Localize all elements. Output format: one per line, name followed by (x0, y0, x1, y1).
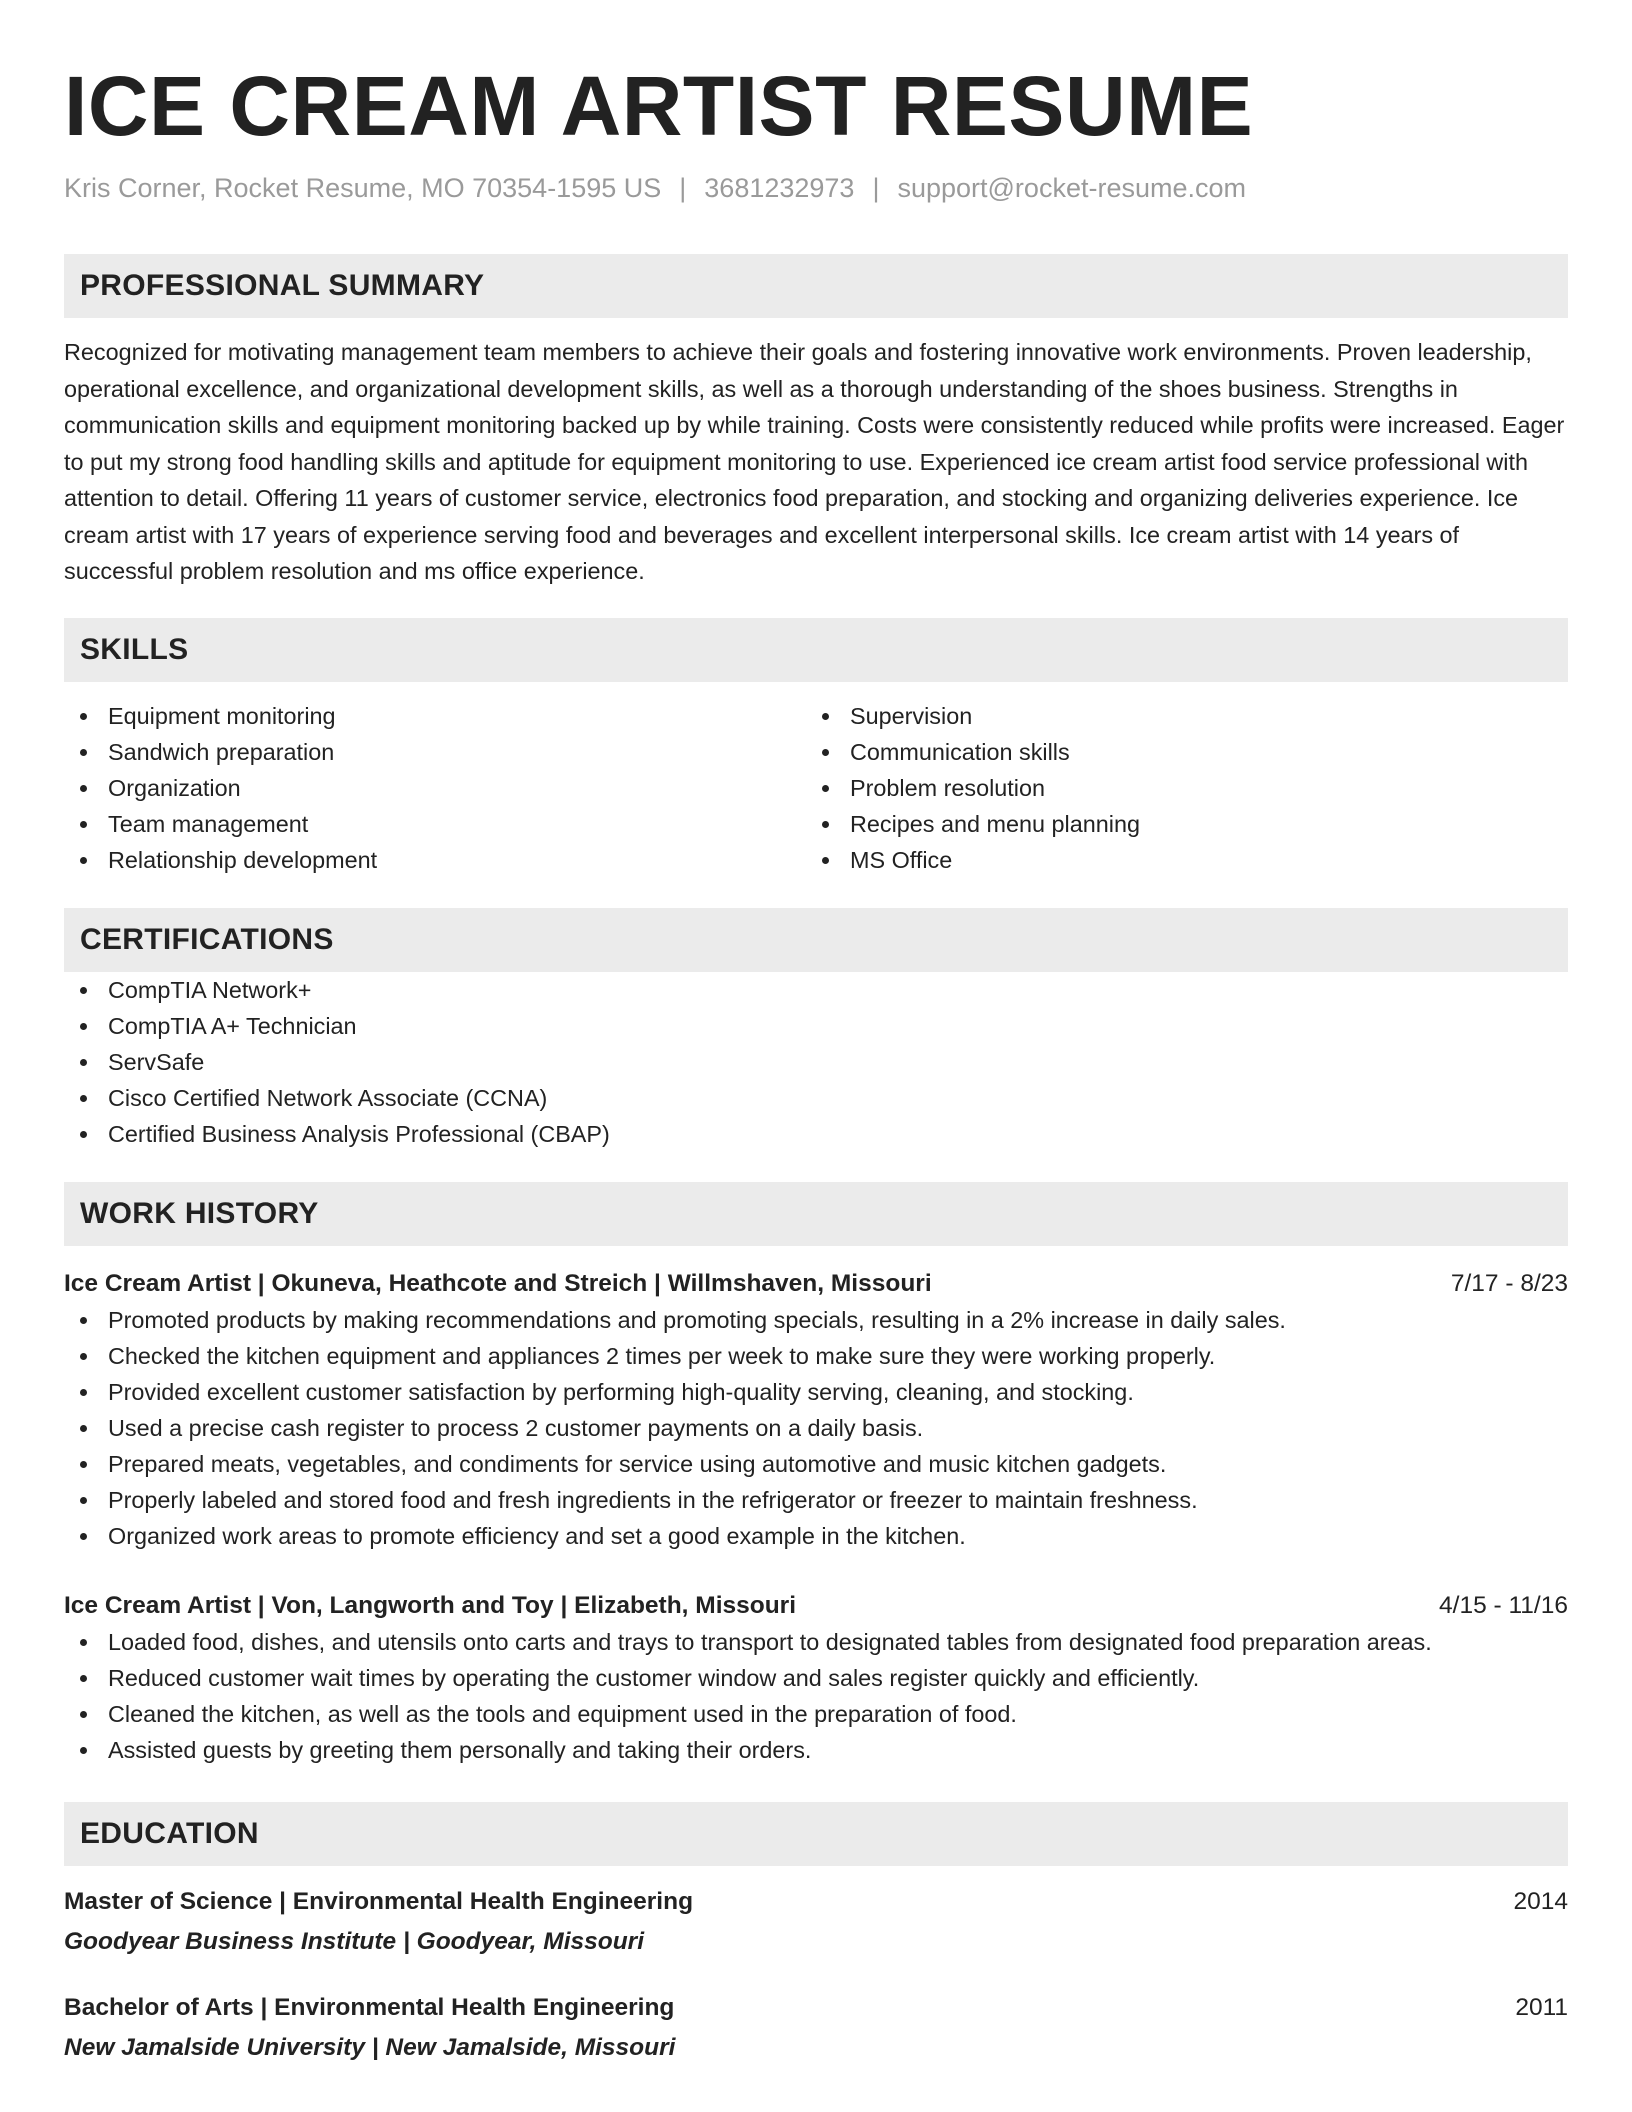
skill-item: Organization (64, 770, 806, 806)
education-degree: Master of Science | Environmental Health Engineering (64, 1887, 694, 1915)
job-duty-item: Used a precise cash register to process 2 customer payments on a daily basis. (64, 1410, 1568, 1446)
education-year: 2014 (1513, 1887, 1568, 1915)
section-heading-work-history: WORK HISTORY (64, 1182, 1568, 1246)
skills-column-right (806, 698, 1548, 878)
certification-item: CompTIA A+ Technician (64, 1008, 1568, 1044)
skill-item: MS Office (806, 842, 1548, 878)
education-entry (64, 1884, 1568, 1960)
section-heading-summary: PROFESSIONAL SUMMARY (64, 254, 1568, 318)
summary-text: Recognized for motivating management team members to achieve their goals and fostering innovative work environments. Proven leadership, operational excellence, and organizational development skills, as well as a thorough understanding of the shoes business. Strengths in communication skills and equipment monitoring backed up by while training. Costs were consistently reduced while profits were increased. Eager to put my strong food handling skills and aptitude for equipment monitoring to use. Experienced ice cream artist food service professional with attention to detail. Offering 11 years of customer service, electronics food preparation, and stocking and organizing deliveries experience. Ice cream artist with 17 years of experience serving food and beverages and excellent interpersonal skills. Ice cream artist with 14 years of successful problem resolution and ms office experience. (64, 339, 1565, 584)
job-header (64, 1588, 1568, 1624)
certification-item: Certified Business Analysis Professional (CBAP) (64, 1116, 1568, 1152)
job-header (64, 1266, 1568, 1302)
education-degree: Bachelor of Arts | Environmental Health Engineering (64, 1993, 675, 2021)
job-duty-item: Checked the kitchen equipment and appliances 2 times per week to make sure they were working properly. (64, 1338, 1568, 1374)
skill-item: Problem resolution (806, 770, 1548, 806)
resume-page (64, 0, 1568, 2066)
section-heading-certifications: CERTIFICATIONS (64, 908, 1568, 972)
education-header (64, 1990, 1568, 2026)
certification-item: CompTIA Network+ (64, 972, 1568, 1008)
job-duty-item: Prepared meats, vegetables, and condiments for service using automotive and music kitchen gadgets. (64, 1446, 1568, 1482)
skill-item: Sandwich preparation (64, 734, 806, 770)
skill-item: Relationship development (64, 842, 806, 878)
skills-list (64, 698, 1568, 878)
section-heading-education: EDUCATION (64, 1802, 1568, 1866)
job-duty-item: Organized work areas to promote efficiency and set a good example in the kitchen. (64, 1518, 1568, 1554)
skill-item: Supervision (806, 698, 1548, 734)
skill-item: Recipes and menu planning (806, 806, 1548, 842)
education-school: Goodyear Business Institute | Goodyear, Missouri (64, 1927, 645, 1955)
section-heading-skills: SKILLS (64, 618, 1568, 682)
job-duty-item: Loaded food, dishes, and utensils onto carts and trays to transport to designated tables from designated food preparation areas. (64, 1624, 1568, 1660)
job-duty-item: Reduced customer wait times by operating the customer window and sales register quickly and efficiently. (64, 1660, 1568, 1696)
education-header (64, 1884, 1568, 1920)
job-duty-item: Cleaned the kitchen, as well as the tools and equipment used in the preparation of food. (64, 1696, 1568, 1732)
education-year: 2011 (1515, 1993, 1568, 2021)
contact-separator: | (872, 173, 880, 203)
contact-address: Kris Corner, Rocket Resume, MO 70354-1595 US (64, 173, 662, 203)
job-dates: 7/17 - 8/23 (1450, 1269, 1568, 1297)
job-duty-item: Properly labeled and stored food and fresh ingredients in the refrigerator or freezer to maintain freshness. (64, 1482, 1568, 1518)
job-duty-item: Assisted guests by greeting them personally and taking their orders. (64, 1732, 1568, 1768)
education-entry (64, 1990, 1568, 2066)
job-duty-item: Promoted products by making recommendations and promoting specials, resulting in a 2% increase in daily sales. (64, 1302, 1568, 1338)
job-duty-item: Provided excellent customer satisfaction by performing high-quality serving, cleaning, and stocking. (64, 1374, 1568, 1410)
contact-separator: | (679, 173, 687, 203)
job-entry (64, 1588, 1568, 1768)
job-duties-list (64, 1302, 1568, 1554)
contact-line (64, 170, 1568, 206)
job-duties-list (64, 1624, 1568, 1768)
resume-title: ICE CREAM ARTIST RESUME (64, 59, 1254, 153)
education-school: New Jamalside University | New Jamalside, Missouri (64, 2033, 676, 2061)
job-title: Ice Cream Artist | Okuneva, Heathcote and Streich | Willmshaven, Missouri (64, 1269, 932, 1297)
skill-item: Communication skills (806, 734, 1548, 770)
certification-item: Cisco Certified Network Associate (CCNA) (64, 1080, 1568, 1116)
contact-phone: 3681232973 (704, 173, 855, 203)
skill-item: Equipment monitoring (64, 698, 806, 734)
job-entry (64, 1266, 1568, 1554)
certifications-list (64, 972, 1568, 1152)
job-dates: 4/15 - 11/16 (1439, 1591, 1568, 1619)
contact-email: support@rocket-resume.com (897, 173, 1246, 203)
certification-item: ServSafe (64, 1044, 1568, 1080)
job-title: Ice Cream Artist | Von, Langworth and Toy | Elizabeth, Missouri (64, 1591, 797, 1619)
skill-item: Team management (64, 806, 806, 842)
skills-column-left (64, 698, 806, 878)
